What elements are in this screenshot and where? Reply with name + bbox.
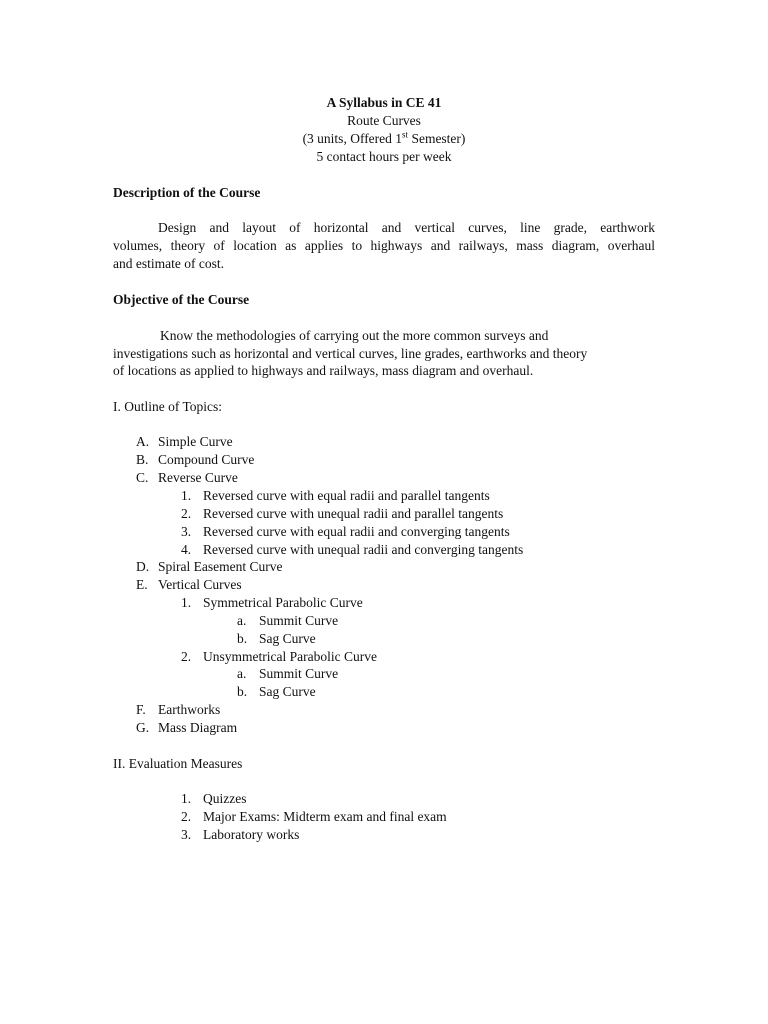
list-marker: 1.	[181, 791, 192, 806]
list-item: Summit Curve	[259, 613, 339, 628]
contact-hours: 5 contact hours per week	[316, 149, 452, 164]
list-marker: 1.	[181, 488, 192, 503]
objective-line: investigations such as horizontal and vertical curves, line grades, earthworks and theory	[113, 346, 588, 361]
list-item: Sag Curve	[259, 631, 316, 646]
list-marker: F.	[136, 702, 146, 717]
list-marker: E.	[136, 577, 148, 592]
list-item: Unsymmetrical Parabolic Curve	[203, 649, 377, 664]
outline-heading: I. Outline of Topics:	[113, 399, 223, 414]
list-item: Reversed curve with equal radii and converging tangents	[203, 524, 510, 539]
list-marker: 4.	[181, 542, 192, 557]
list-marker: 1.	[181, 595, 192, 610]
list-item: Compound Curve	[158, 452, 255, 467]
list-item: Reversed curve with equal radii and parallel tangents	[203, 488, 490, 503]
description-paragraph	[113, 219, 655, 273]
list-marker: B.	[136, 452, 149, 467]
list-item: Quizzes	[203, 791, 247, 806]
list-marker: a.	[237, 613, 247, 628]
description-heading: Description of the Course	[113, 185, 261, 200]
list-item: Reversed curve with unequal radii and converging tangents	[203, 542, 524, 557]
objective-line: of locations as applied to highways and railways, mass diagram and overhaul.	[113, 363, 534, 378]
list-item: Earthworks	[158, 702, 221, 717]
list-marker: 2.	[181, 809, 192, 824]
course-units: (3 units, Offered 1st Semester)	[302, 129, 466, 146]
description-line: volumes, theory of location as applies to highways and railways, mass diagram, overhaul	[113, 238, 655, 253]
objective-heading: Objective of the Course	[113, 292, 250, 307]
list-item: Laboratory works	[203, 827, 300, 842]
list-item: Mass Diagram	[158, 720, 238, 735]
course-name: Route Curves	[347, 113, 421, 128]
list-marker: C.	[136, 470, 149, 485]
list-item: Simple Curve	[158, 434, 233, 449]
list-marker: 3.	[181, 827, 192, 842]
document-title: A Syllabus in CE 41	[326, 95, 442, 110]
list-item: Vertical Curves	[158, 577, 242, 592]
list-item: Symmetrical Parabolic Curve	[203, 595, 363, 610]
list-item: Sag Curve	[259, 684, 316, 699]
list-marker: 3.	[181, 524, 192, 539]
list-item: Reverse Curve	[158, 470, 238, 485]
list-marker: 2.	[181, 649, 192, 664]
list-item: Spiral Easement Curve	[158, 559, 283, 574]
list-marker: D.	[136, 559, 150, 574]
description-line: and estimate of cost.	[113, 256, 224, 271]
list-item: Summit Curve	[259, 666, 339, 681]
list-marker: A.	[136, 434, 150, 449]
list-marker: b.	[237, 684, 248, 699]
description-line: Design and layout of horizontal and vertical curves, line grade, earthwork	[158, 220, 655, 235]
evaluation-heading: II. Evaluation Measures	[113, 756, 243, 771]
list-item: Major Exams: Midterm exam and final exam	[203, 809, 447, 824]
list-marker: a.	[237, 666, 247, 681]
list-marker: 2.	[181, 506, 192, 521]
list-marker: G.	[136, 720, 150, 735]
list-item: Reversed curve with unequal radii and parallel tangents	[203, 506, 504, 521]
list-marker: b.	[237, 631, 248, 646]
objective-line: Know the methodologies of carrying out the more common surveys and	[160, 328, 549, 343]
